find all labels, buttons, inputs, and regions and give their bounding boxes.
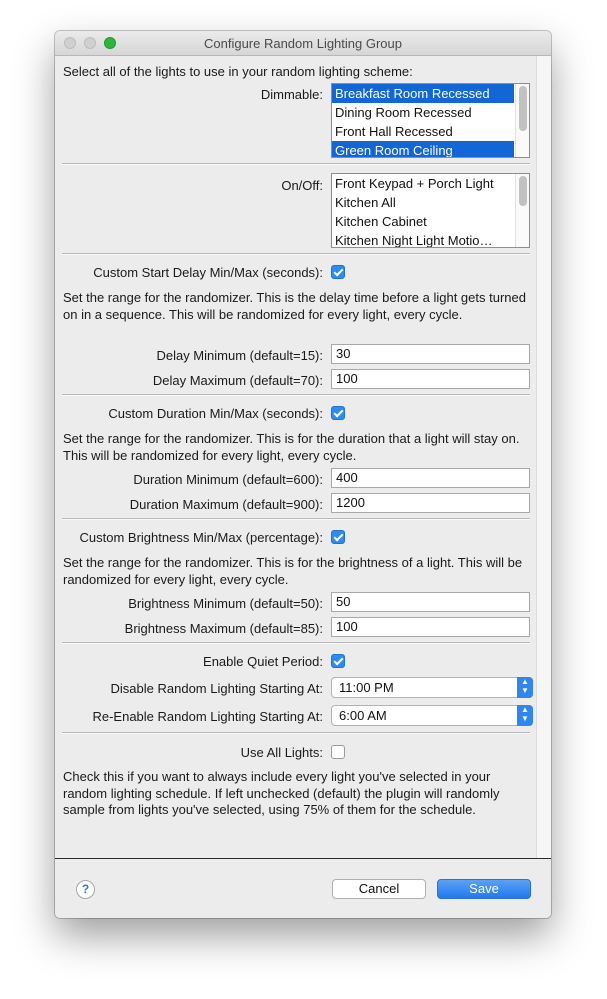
question-mark-icon: ? bbox=[81, 882, 90, 896]
use-all-lights-checkbox[interactable] bbox=[331, 745, 345, 759]
intro-text: Select all of the lights to use in your random lighting scheme: bbox=[63, 64, 413, 79]
up-down-chevron-icon: ▲ ▼ bbox=[517, 705, 533, 726]
configure-window bbox=[55, 31, 551, 918]
duration-label: Custom Duration Min/Max (seconds): bbox=[108, 406, 323, 421]
brightness-label: Custom Brightness Min/Max (percentage): bbox=[79, 530, 323, 545]
list-item[interactable]: Kitchen All bbox=[335, 195, 396, 210]
use-all-lights-label: Use All Lights: bbox=[240, 745, 323, 760]
duration-checkbox[interactable] bbox=[331, 406, 345, 420]
list-scrollbar-thumb[interactable] bbox=[519, 176, 527, 206]
disable-start-label: Disable Random Lighting Starting At: bbox=[110, 681, 323, 696]
duration-max-field[interactable]: 1200 bbox=[331, 493, 530, 513]
list-scrollbar-thumb[interactable] bbox=[519, 86, 527, 131]
duration-max-label: Duration Maximum (default=900): bbox=[129, 497, 323, 512]
dimmable-label: Dimmable: bbox=[260, 87, 323, 102]
start-delay-checkbox[interactable] bbox=[331, 265, 345, 279]
list-item[interactable]: Front Keypad + Porch Light bbox=[335, 176, 494, 191]
separator bbox=[62, 253, 530, 255]
separator bbox=[62, 732, 530, 734]
quiet-period-checkbox[interactable] bbox=[331, 654, 345, 668]
reenable-start-label: Re-Enable Random Lighting Starting At: bbox=[92, 709, 323, 724]
dimmable-list[interactable] bbox=[331, 83, 530, 158]
reenable-time-popup[interactable] bbox=[331, 705, 533, 726]
onoff-list[interactable] bbox=[331, 173, 530, 248]
brightness-checkbox[interactable] bbox=[331, 530, 345, 544]
onoff-label: On/Off: bbox=[281, 178, 323, 193]
duration-description: Set the range for the randomizer. This is for the duration that a light will stay on. This will be randomized for every light, every cycle. bbox=[63, 431, 520, 463]
list-item[interactable]: Kitchen Cabinet bbox=[335, 214, 427, 229]
list-item[interactable]: Kitchen Night Light Motio… bbox=[335, 233, 493, 248]
title-bar[interactable] bbox=[55, 31, 551, 56]
delay-min-field[interactable]: 30 bbox=[331, 344, 530, 364]
save-button[interactable]: Save bbox=[437, 879, 531, 899]
list-scrollbar-track[interactable] bbox=[515, 84, 529, 157]
start-delay-description: Set the range for the randomizer. This is the delay time before a light gets turned on in a sequence. This will be randomized for every light, every cycle. bbox=[63, 290, 526, 322]
cancel-button[interactable]: Cancel bbox=[332, 879, 426, 899]
duration-min-field[interactable]: 400 bbox=[331, 468, 530, 488]
list-item[interactable]: Dining Room Recessed bbox=[335, 105, 472, 120]
brightness-description: Set the range for the randomizer. This is for the brightness of a light. This will be randomized for every light, every cycle. bbox=[63, 555, 523, 587]
separator bbox=[62, 642, 530, 644]
dialog-content bbox=[55, 56, 536, 858]
window-title: Configure Random Lighting Group bbox=[203, 36, 402, 51]
brightness-max-label: Brightness Maximum (default=85): bbox=[124, 621, 323, 636]
quiet-period-label: Enable Quiet Period: bbox=[203, 654, 323, 669]
list-item[interactable]: Green Room Ceiling bbox=[332, 141, 514, 158]
reenable-time-value: 6:00 AM bbox=[339, 708, 387, 723]
list-item[interactable]: Front Hall Recessed bbox=[335, 124, 453, 139]
help-button[interactable] bbox=[76, 880, 95, 899]
list-scrollbar-track[interactable] bbox=[515, 174, 529, 247]
duration-min-label: Duration Minimum (default=600): bbox=[133, 472, 323, 487]
delay-max-label: Delay Maximum (default=70): bbox=[152, 373, 323, 388]
delay-max-field[interactable]: 100 bbox=[331, 369, 530, 389]
delay-min-label: Delay Minimum (default=15): bbox=[156, 348, 323, 363]
disable-time-popup[interactable] bbox=[331, 677, 533, 698]
separator bbox=[62, 518, 530, 520]
up-down-chevron-icon: ▲ ▼ bbox=[517, 677, 533, 698]
use-all-lights-description: Check this if you want to always include every light you've selected in your random lighting schedule. If left unchecked (default) the plugin will randomly sample from lights you've selected, using 75% of them for the schedule. bbox=[63, 769, 500, 817]
list-item[interactable]: Breakfast Room Recessed bbox=[332, 84, 514, 103]
brightness-min-field[interactable]: 50 bbox=[331, 592, 530, 612]
separator bbox=[62, 394, 530, 396]
disable-time-value: 11:00 PM bbox=[339, 680, 394, 695]
brightness-min-label: Brightness Minimum (default=50): bbox=[128, 596, 323, 611]
window-scrollbar-track[interactable] bbox=[536, 56, 551, 858]
brightness-max-field[interactable]: 100 bbox=[331, 617, 530, 637]
separator bbox=[62, 163, 530, 165]
start-delay-label: Custom Start Delay Min/Max (seconds): bbox=[93, 265, 323, 280]
